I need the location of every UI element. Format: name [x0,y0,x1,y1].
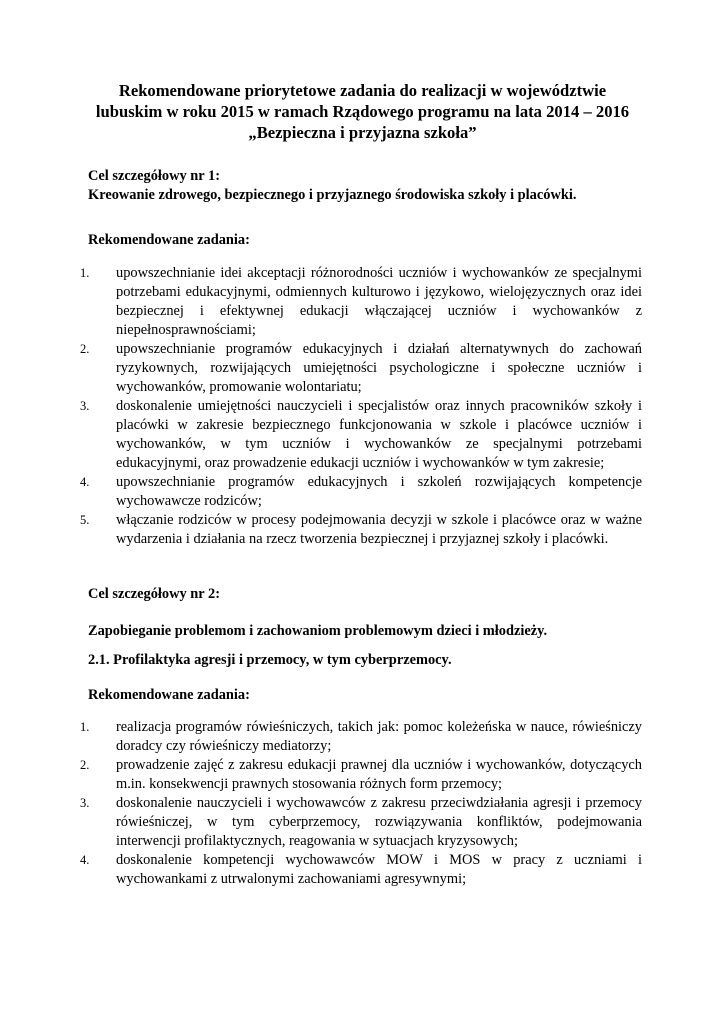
document-title [80,80,645,143]
goal-2-section-title: 2.1. Profilaktyka agresji i przemocy, w tym cyberprzemocy. [88,652,452,668]
goal-2-subtitle: Zapobieganie problemom i zachowaniom problemowym dzieci i młodzieży. [88,623,548,639]
list-item [80,397,642,473]
title-line-2: lubuskim w roku 2015 w ramach Rządowego programu na lata 2014 – 2016 [95,102,630,121]
list-item [80,511,642,549]
goal-1-tasks-heading: Rekomendowane zadania: [88,232,250,248]
list-item-number: 3. [80,399,90,413]
goal-1-subtitle: Kreowanie zdrowego, bezpiecznego i przyjaznego środowiska szkoły i placówki. [88,187,577,203]
list-item-number: 2. [80,342,90,356]
list-item-text: doskonalenie umiejętności nauczycieli i specjalistów oraz innych pracowników szkoły i placówki w zakresie bezpiecznego funkcjonowania w szkole i placówce uczniów i wychowanków, w tym uczniów i wychowanków ze specjalnymi potrzebami edukacyjnymi, oraz prowadzenie edukacji uczniów i wychowanków w tym zakresie; [116,398,642,471]
list-item-number: 1. [80,266,90,280]
list-item-text: upowszechnianie programów edukacyjnych i działań alternatywnych do zachowań ryzykownych, rozwijających umiejętności psychologiczne i społeczne uczniów i wychowanków, promowanie wolontariatu; [116,341,642,395]
list-item-text: upowszechnianie idei akceptacji różnorodności uczniów i wychowanków ze specjalnymi potrzebami edukacyjnymi, odmiennych kulturowo i językowo, wielojęzycznych oraz idei bezpiecznej i efektywnej edukacji włączającej uczniów i wychowanków z niepełnosprawnościami; [116,265,642,338]
list-item [80,794,642,851]
list-item-number: 5. [80,513,90,527]
list-item [80,473,642,511]
list-item [80,718,642,756]
list-item-text: realizacja programów rówieśniczych, takich jak: pomoc koleżeńska w nauce, rówieśniczy doradcy czy rówieśniczy mediatorzy; [116,719,642,754]
list-item-number: 1. [80,720,90,734]
goal-1-header [88,167,643,205]
list-item-text: upowszechnianie programów edukacyjnych i szkoleń rozwijających kompetencje wychowawcze rodziców; [116,474,642,509]
goal-2-heading: Cel szczegółowy nr 2: [88,586,221,602]
list-item-number: 4. [80,853,90,867]
title-line-1: Rekomendowane priorytetowe zadania do realizacji w województwie [118,81,607,100]
list-item [80,851,642,889]
list-item-text: włączanie rodziców w procesy podejmowania decyzji w szkole i placówce oraz w ważne wydarzenia i działania na rzecz tworzenia bezpiecznej i przyjaznej szkoły i placówki. [116,512,642,547]
list-item-text: prowadzenie zajęć z zakresu edukacji prawnej dla uczniów i wychowanków, dotyczących m.in. konsekwencji prawnych stosowania różnych form przemocy; [116,757,642,792]
goal-2-task-list [80,718,642,889]
list-item-number: 3. [80,796,90,810]
list-item-number: 2. [80,758,90,772]
goal-1-task-list [80,264,642,549]
list-item [80,340,642,397]
list-item-text: doskonalenie nauczycieli i wychowawców z zakresu przeciwdziałania agresji i przemocy rówieśniczej, w tym cyberprzemocy, rozwiązywania konfliktów, podejmowania interwencji profilaktycznych, reagowania w sytuacjach kryzysowych; [116,795,642,849]
list-item-text: doskonalenie kompetencji wychowawców MOW i MOS w pracy z uczniami i wychowankami z utrwalonymi zachowaniami agresywnymi; [116,852,642,887]
list-item [80,264,642,340]
title-line-3: „Bezpieczna i przyjazna szkoła” [248,123,477,142]
goal-2-tasks-heading: Rekomendowane zadania: [88,687,250,703]
list-item [80,756,642,794]
goal-1-heading: Cel szczegółowy nr 1: [88,168,221,184]
list-item-number: 4. [80,475,90,489]
